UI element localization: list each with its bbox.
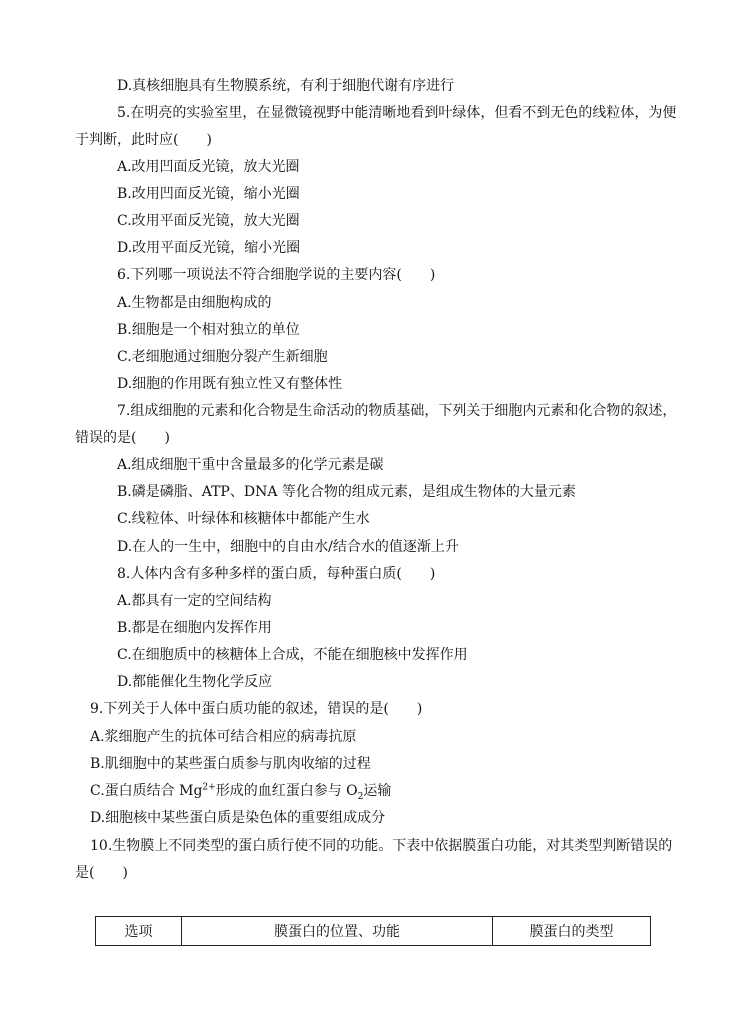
table-header-protein-type: 膜蛋白的类型 xyxy=(493,917,651,946)
table-header-position-function: 膜蛋白的位置、功能 xyxy=(182,917,493,946)
q9-option-c-part2: 形成的血红蛋白参与 O xyxy=(215,783,358,799)
q7-option-b: B.磷是磷脂、ATP、DNA 等化合物的组成元素，是组成生物体的大量元素 xyxy=(117,484,576,500)
q9-option-b: B.肌细胞中的某些蛋白质参与肌肉收缩的过程 xyxy=(90,756,371,772)
q5-option-b: B.改用凹面反光镜，缩小光圈 xyxy=(117,186,300,202)
q5-option-a: A.改用凹面反光镜，放大光圈 xyxy=(117,159,300,175)
q6-option-c: C.老细胞通过细胞分裂产生新细胞 xyxy=(117,349,328,365)
q6-option-b: B.细胞是一个相对独立的单位 xyxy=(117,322,300,338)
oxygen-subscript: 2 xyxy=(357,791,364,802)
q7-option-a: A.组成细胞干重中含量最多的化学元素是碳 xyxy=(117,457,384,473)
q5-option-d: D.改用平面反光镜，缩小光圈 xyxy=(117,240,301,256)
q8-option-d: D.都能催化生物化学反应 xyxy=(117,674,273,690)
q5-stem-line1: 5.在明亮的实验室里，在显微镜视野中能清晰地看到叶绿体，但看不到无色的线粒体，为便 xyxy=(117,105,677,121)
q9-option-d: D.细胞核中某些蛋白质是染色体的重要组成成分 xyxy=(90,810,386,826)
q5-option-c: C.改用平面反光镜，放大光圈 xyxy=(117,213,300,229)
table-header-row xyxy=(96,917,651,946)
mg-charge-superscript: 2+ xyxy=(202,782,216,793)
q7-option-d: D.在人的一生中，细胞中的自由水/结合水的值逐渐上升 xyxy=(117,539,459,555)
q4-option-d: D.真核细胞具有生物膜系统，有利于细胞代谢有序进行 xyxy=(117,78,455,94)
membrane-protein-table xyxy=(95,916,651,946)
q7-stem-line1: 7.组成细胞的元素和化合物是生命活动的物质基础，下列关于细胞内元素和化合物的叙述， xyxy=(117,403,677,419)
q10-stem-line1: 10.生物膜上不同类型的蛋白质行使不同的功能。下表中依据膜蛋白功能，对其类型判断错误的 xyxy=(90,838,673,854)
q9-option-a: A.浆细胞产生的抗体可结合相应的病毒抗原 xyxy=(90,729,357,745)
q9-option-c-part3: 运输 xyxy=(363,783,392,799)
q7-option-c: C.线粒体、叶绿体和核糖体中都能产生水 xyxy=(117,511,370,527)
q6-option-d: D.细胞的作用既有独立性又有整体性 xyxy=(117,376,343,392)
q6-stem: 6.下列哪一项说法不符合细胞学说的主要内容( ) xyxy=(117,267,436,283)
q8-option-b: B.都是在细胞内发挥作用 xyxy=(117,620,272,636)
q9-stem: 9.下列关于人体中蛋白质功能的叙述，错误的是( ) xyxy=(90,701,423,717)
q6-option-a: A.生物都是由细胞构成的 xyxy=(117,295,272,311)
q7-stem-line2: 错误的是( ) xyxy=(75,430,170,446)
q8-stem: 8.人体内含有多种多样的蛋白质，每种蛋白质( ) xyxy=(117,566,436,582)
q8-option-a: A.都具有一定的空间结构 xyxy=(117,593,272,609)
table-header-option: 选项 xyxy=(96,917,182,946)
q9-option-c xyxy=(90,781,391,801)
q5-stem-line2: 于判断，此时应( ) xyxy=(75,132,212,148)
q9-option-c-part1: C.蛋白质结合 Mg xyxy=(90,783,203,799)
q10-stem-line2: 是( ) xyxy=(75,865,128,881)
q8-option-c: C.在细胞质中的核糖体上合成，不能在细胞核中发挥作用 xyxy=(117,647,468,663)
